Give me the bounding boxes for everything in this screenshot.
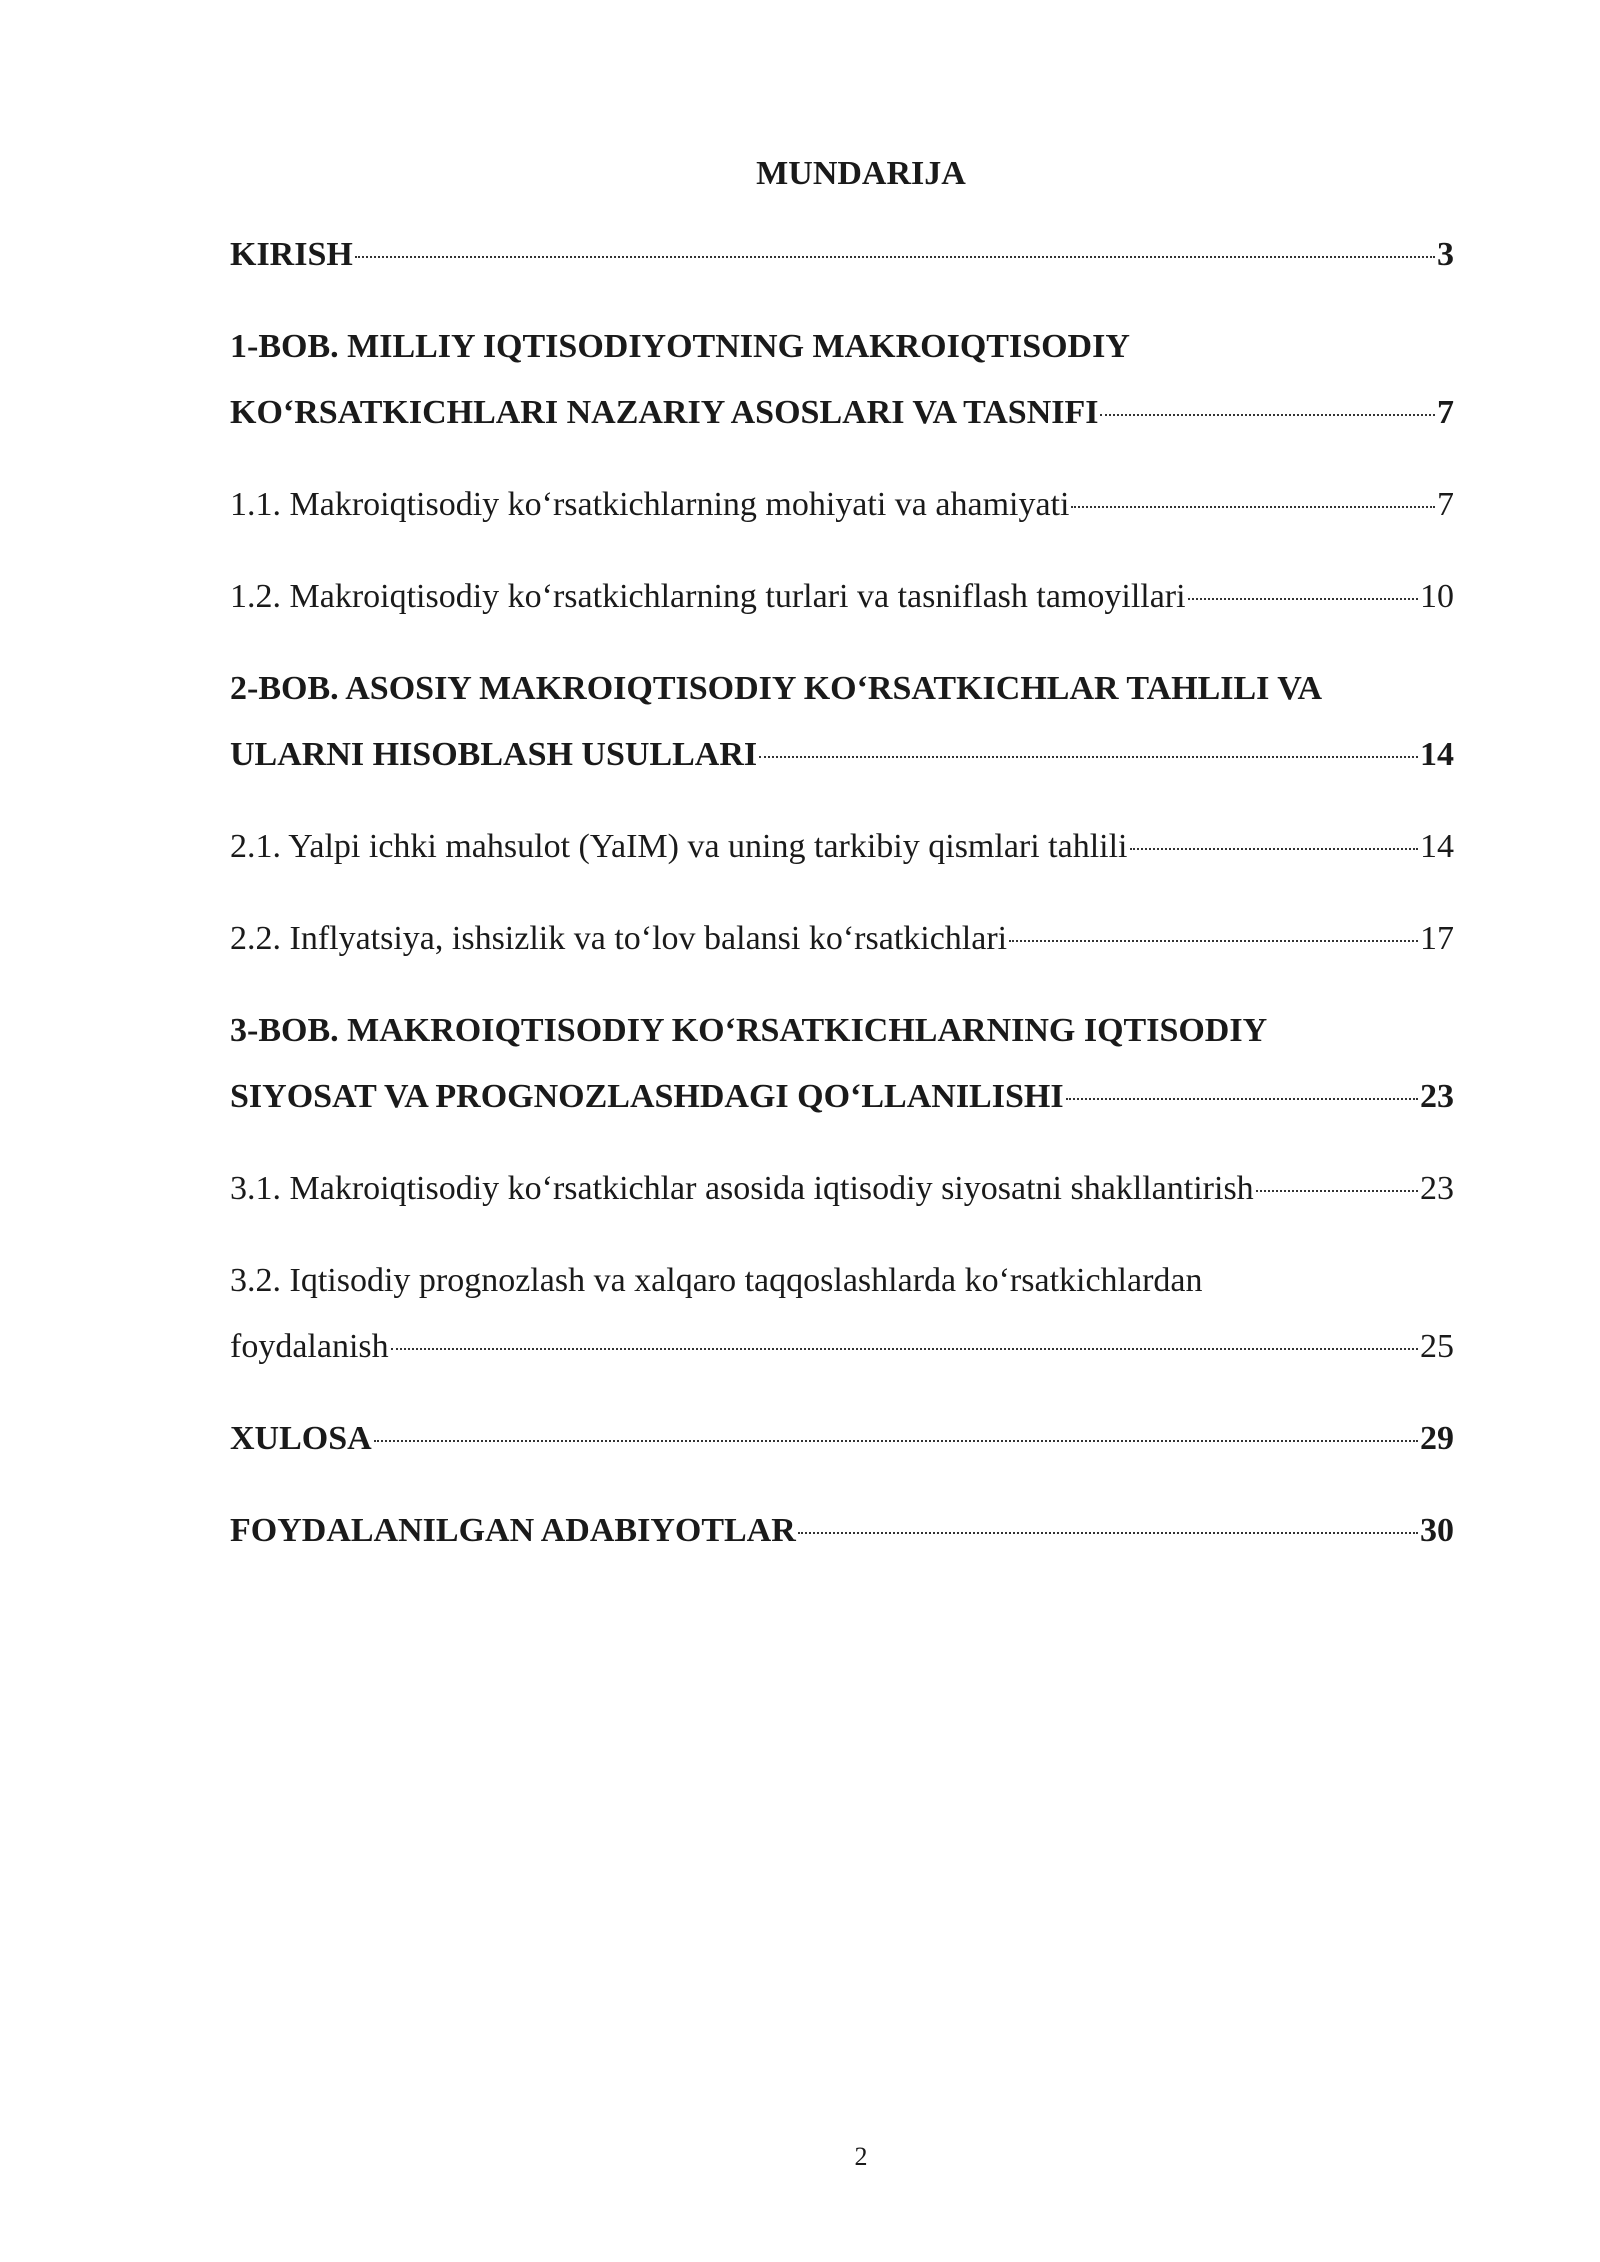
- toc-entry-chapter-1[interactable]: [230, 314, 1454, 446]
- dot-leader: [1009, 940, 1418, 942]
- toc-entry-text: KOʻRSATKICHLARI NAZARIY ASOSLARI VA TASNIFI: [230, 394, 1099, 431]
- toc-entry-section-1-2[interactable]: [230, 564, 1454, 630]
- toc-entry-text: 3-BOB. MAKROIQTISODIY KOʻRSATKICHLARNING IQTISODIY: [230, 1012, 1268, 1049]
- toc-entry-text: foydalanish: [230, 1328, 389, 1365]
- toc-entry-text: ULARNI HISOBLASH USULLARI: [230, 736, 758, 773]
- toc-entry-text: 2-BOB. ASOSIY MAKROIQTISODIY KOʻRSATKICHLAR TAHLILI VA: [230, 670, 1323, 707]
- toc-entry-section-2-1[interactable]: [230, 814, 1454, 880]
- page-number: 2: [854, 2142, 868, 2171]
- toc-entry-text: 3.1. Makroiqtisodiy koʻrsatkichlar asosida iqtisodiy siyosatni shakllantirish: [230, 1170, 1254, 1207]
- toc-entry-text: 1.2. Makroiqtisodiy koʻrsatkichlarning turlari va tasniflash tamoyillari: [230, 578, 1186, 615]
- toc-page-number: 29: [1420, 1420, 1454, 1457]
- toc-entry-section-3-2[interactable]: [230, 1248, 1454, 1380]
- toc-entry-chapter-3[interactable]: [230, 998, 1454, 1130]
- toc-entry-kirish[interactable]: [230, 222, 1454, 288]
- dot-leader: [1256, 1190, 1418, 1192]
- toc-entry-chapter-2[interactable]: [230, 656, 1454, 788]
- toc-entry-xulosa[interactable]: [230, 1406, 1454, 1472]
- toc-entry-text: 2.2. Inflyatsiya, ishsizlik va toʻlov balansi koʻrsatkichlari: [230, 920, 1008, 957]
- toc-page-number: 23: [1420, 1078, 1454, 1115]
- dot-leader: [391, 1348, 1418, 1350]
- toc-page-number: 10: [1420, 578, 1454, 615]
- toc-page-number: 14: [1420, 828, 1454, 865]
- toc-page-number: 17: [1420, 920, 1454, 957]
- toc-entry-references[interactable]: [230, 1498, 1454, 1564]
- dot-leader: [355, 256, 1435, 258]
- toc-entry-section-1-1[interactable]: [230, 472, 1454, 538]
- dot-leader: [1130, 848, 1419, 850]
- toc-entry-text: 3.2. Iqtisodiy prognozlash va xalqaro taqqoslashlarda koʻrsatkichlardan: [230, 1262, 1203, 1299]
- toc-entry-section-2-2[interactable]: [230, 906, 1454, 972]
- dot-leader: [1188, 598, 1418, 600]
- toc-page-number: 7: [1437, 486, 1454, 523]
- dot-leader: [759, 756, 1418, 758]
- toc-page-number: 3: [1437, 236, 1454, 273]
- dot-leader: [798, 1532, 1418, 1534]
- toc-page-number: 14: [1420, 736, 1454, 773]
- toc-page-number: 30: [1420, 1512, 1454, 1549]
- dot-leader: [374, 1440, 1418, 1442]
- toc-page-number: 7: [1437, 394, 1454, 431]
- toc-entry-text: SIYOSAT VA PROGNOZLASHDAGI QOʻLLANILISHI: [230, 1078, 1064, 1115]
- toc-entry-text: KIRISH: [230, 236, 353, 273]
- dot-leader: [1066, 1098, 1418, 1100]
- toc-title: MUNDARIJA: [756, 155, 966, 192]
- toc-page-number: 23: [1420, 1170, 1454, 1207]
- toc-entry-text: XULOSA: [230, 1420, 372, 1457]
- table-of-contents: [230, 222, 1454, 1590]
- toc-entry-text: 2.1. Yalpi ichki mahsulot (YaIM) va uning tarkibiy qismlari tahlili: [230, 828, 1128, 865]
- toc-entry-text: FOYDALANILGAN ADABIYOTLAR: [230, 1512, 796, 1549]
- dot-leader: [1071, 506, 1435, 508]
- dot-leader: [1100, 414, 1435, 416]
- toc-entry-section-3-1[interactable]: [230, 1156, 1454, 1222]
- toc-page-number: 25: [1420, 1328, 1454, 1365]
- toc-entry-text: 1-BOB. MILLIY IQTISODIYOTNING MAKROIQTISODIY: [230, 328, 1130, 365]
- toc-entry-text: 1.1. Makroiqtisodiy koʻrsatkichlarning mohiyati va ahamiyati: [230, 486, 1070, 523]
